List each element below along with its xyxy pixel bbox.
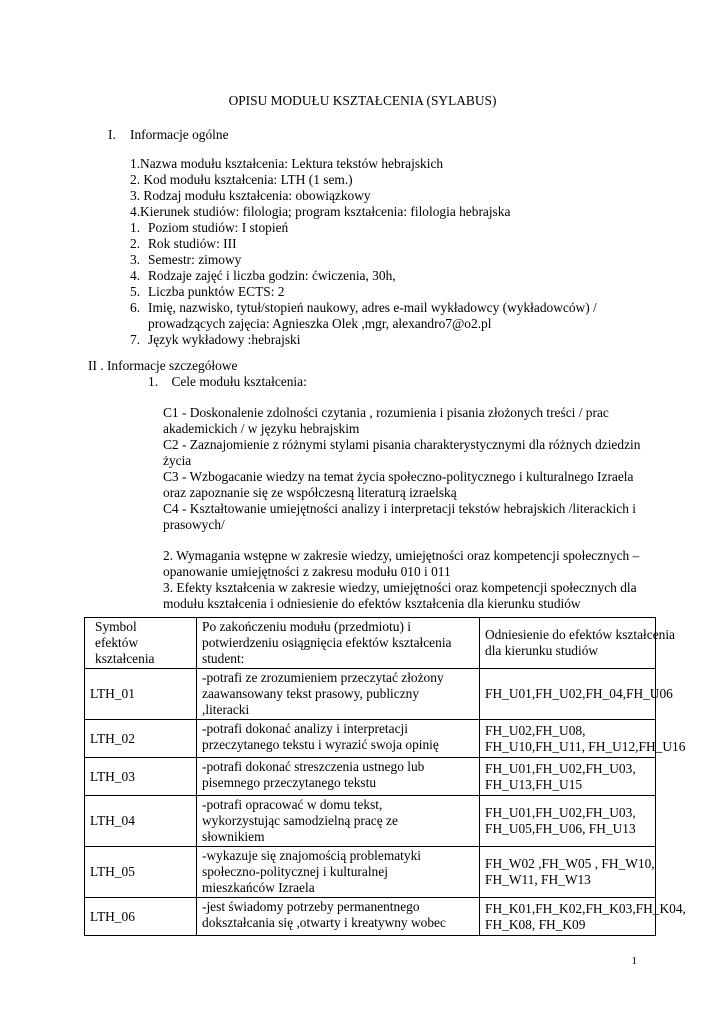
cell-symbol: LTH_06	[85, 898, 197, 936]
info-list-item: 1. Poziom studiów: I stopień	[130, 220, 289, 235]
goal-line: C4 - Kształtowanie umiejętności analizy i interpretacji tekstów hebrajskich /literackich i	[163, 501, 636, 516]
table-header-row	[85, 618, 656, 669]
cell-outcome: -jest świadomy potrzeby permanentnego dokształcania się ,otwarty i kreatywny wobec	[197, 898, 480, 936]
info-list-item: 7. Język wykładowy :hebrajski	[130, 332, 301, 347]
table-row	[85, 847, 656, 898]
cell-reference: FH_U01,FH_U02,FH_U03, FH_U05,FH_U06, FH_U13	[480, 796, 656, 847]
document-title: OPISU MODUŁU KSZTAŁCENIA (SYLABUS)	[228, 93, 497, 108]
info-list-item-continuation: prowadzących zajęcia: Agnieszka Olek ,mgr, alexandro7@o2.pl	[148, 316, 492, 331]
cell-outcome: -wykazuje się znajomością problematyki społeczno-politycznej i kulturalnej mieszkańców Izraela	[197, 847, 480, 898]
info-list-item: 6. Imię, nazwisko, tytuł/stopień naukowy, adres e-mail wykładowcy (wykładowców) / prowadzących zajęcia: Agnieszka Olek ,mgr, alexandro7@o2.pl	[130, 300, 597, 331]
goal-line: życia	[163, 453, 192, 468]
cell-reference: FH_W02 ,FH_W05 , FH_W10, FH_W11, FH_W13	[480, 847, 656, 898]
header-outcome: Po zakończeniu modułu (przedmiotu) i potwierdzeniu osiągnięcia efektów kształcenia student:	[197, 618, 480, 669]
cell-outcome: -potrafi ze zrozumieniem przeczytać złożony zaawansowany tekst prasowy, publiczny ,literacki	[197, 669, 480, 720]
cell-outcome: -potrafi opracować w domu tekst, wykorzystując samodzielną pracę ze słownikiem	[197, 796, 480, 847]
goal-line: akademickich / w języku hebrajskim	[163, 421, 360, 436]
cell-reference: FH_U01,FH_U02,FH_04,FH_U06	[480, 669, 656, 720]
table-row	[85, 796, 656, 847]
table-row	[85, 758, 656, 796]
info-list-item: 2. Rok studiów: III	[130, 236, 237, 251]
header-symbol: Symbol efektów kształcenia	[85, 618, 197, 669]
goal-line: C2 - Zaznajomienie z różnymi stylami pisania charakterystycznymi dla różnych dziedzin	[163, 437, 641, 452]
table-row	[85, 898, 656, 936]
page-number: 1	[631, 955, 637, 967]
info-list	[130, 220, 597, 348]
cell-symbol: LTH_04	[85, 796, 197, 847]
table-row	[85, 669, 656, 720]
cell-symbol: LTH_05	[85, 847, 197, 898]
goal-line: prasowych/	[163, 517, 225, 532]
goal-line: C3 - Wzbogacanie wiedzy na temat życia społeczno-politycznego i kulturalnego Izraela	[163, 469, 634, 484]
cell-symbol: LTH_03	[85, 758, 197, 796]
table-row	[85, 720, 656, 758]
info-line: 2. Kod modułu kształcenia: LTH (1 sem.)	[130, 172, 353, 187]
cell-outcome: -potrafi dokonać streszczenia ustnego lub pisemnego przeczytanego tekstu	[197, 758, 480, 796]
info-line: 1.Nazwa modułu kształcenia: Lektura tekstów hebrajskich	[130, 156, 444, 171]
goal-line: oraz zapoznanie się ze współczesną literaturą izraelską	[163, 485, 457, 500]
learning-outcomes-table	[84, 617, 686, 936]
requirements-line: 2. Wymagania wstępne w zakresie wiedzy, umiejętności oraz kompetencji społecznych –	[163, 548, 640, 563]
cell-symbol: LTH_01	[85, 669, 197, 720]
header-reference: Odniesienie do efektów kształcenia dla kierunku studiów	[480, 618, 656, 669]
section2-subheading: 1. Cele modułu kształcenia:	[148, 374, 307, 389]
requirements-line: modułu kształcenia i odniesienie do efektów kształcenia dla kierunku studiów	[163, 596, 581, 611]
section2-heading: II . Informacje szczegółowe	[88, 358, 238, 373]
cell-reference: FH_U01,FH_U02,FH_U03, FH_U13,FH_U15	[480, 758, 656, 796]
cell-symbol: LTH_02	[85, 720, 197, 758]
cell-reference: FH_U02,FH_U08, FH_U10,FH_U11, FH_U12,FH_U16	[480, 720, 656, 758]
info-list-item: 5. Liczba punktów ECTS: 2	[130, 284, 285, 299]
requirements-line: opanowanie umiejętności z zakresu modułu 010 i 011	[163, 564, 451, 579]
info-list-item: 3. Semestr: zimowy	[130, 252, 242, 267]
info-list-item: 4. Rodzaje zajęć i liczba godzin: ćwiczenia, 30h,	[130, 268, 396, 283]
info-line: 3. Rodzaj modułu kształcenia: obowiązkowy	[130, 188, 371, 203]
goal-line: C1 - Doskonalenie zdolności czytania , rozumienia i pisania złożonych treści / prac	[163, 405, 609, 420]
requirements-line: 3. Efekty kształcenia w zakresie wiedzy, umiejętności oraz kompetencji społecznych dla	[163, 580, 637, 595]
section1-heading	[108, 127, 229, 143]
section1-number: I.	[108, 127, 116, 142]
info-line: 4.Kierunek studiów: filologia; program kształcenia: filologia hebrajska	[130, 204, 511, 219]
cell-outcome: -potrafi dokonać analizy i interpretacji przeczytanego tekstu i wyrazić swoja opinię	[197, 720, 480, 758]
cell-reference: FH_K01,FH_K02,FH_K03,FH_K04, FH_K08, FH_K09	[480, 898, 656, 936]
section1-heading-text: Informacje ogólne	[130, 127, 229, 142]
